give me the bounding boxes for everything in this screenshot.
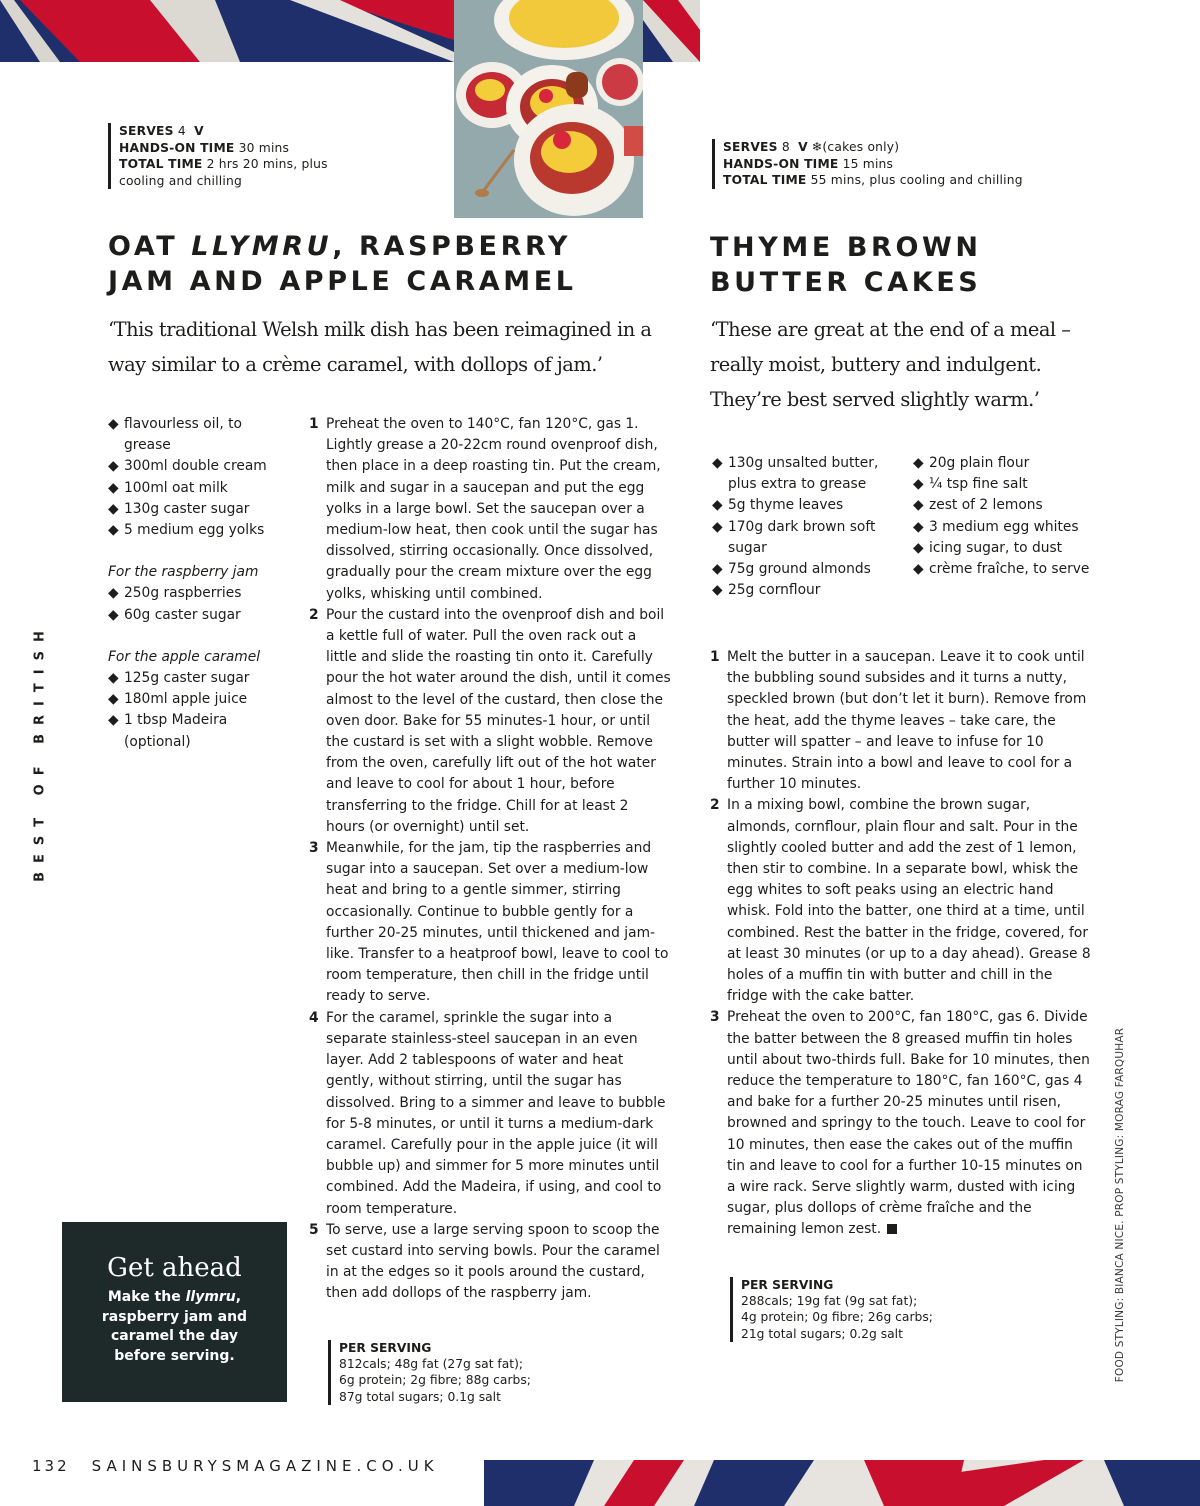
hands-on-label: HANDS-ON TIME [723,156,839,171]
flag-photo-bottom [484,1460,1200,1506]
get-ahead-title: Get ahead [107,1253,242,1283]
hands-on-value: 30 mins [238,140,290,155]
jam-subheading: For the raspberry jam [108,564,259,581]
left-recipe-quote: ‘This traditional Welsh milk dish has been reimagined in a way similar to a crème caramel, with dollops of jam.’ [108,318,652,376]
left-method-list [309,414,671,1305]
ingredient-item: ◆ 20g plain flour [913,455,1030,471]
hands-on-value: 15 mins [842,156,894,171]
right-per-serving: PER SERVING 288cals; 19g fat (9g sat fat); 4g protein; 0g fibre; 26g carbs; 21g total sugars; 0.2g salt [730,1277,991,1342]
total-time-value: 2 hrs 20 mins, plus cooling and chilling [119,157,328,188]
ingredient-item: ◆ 130g unsalted butter, plus extra to grease [712,455,879,493]
total-time-label: TOTAL TIME [723,173,807,188]
hands-on-label: HANDS-ON TIME [119,140,235,155]
ingredient-item: ◆ 300ml double cream [108,458,267,475]
serves-value: 8 [781,140,790,154]
page-number: 132 [32,1457,70,1475]
ingredient-item: ◆ 75g ground almonds [712,561,871,578]
left-recipe-meta [108,123,359,189]
snowflake-icon: ❄ [811,140,823,154]
ingredient-item: ◆ 180ml apple juice [108,691,248,708]
get-ahead-box [62,1222,287,1402]
right-method-list [710,647,1092,1241]
ingredient-item: ◆ 100ml oat milk [108,479,228,496]
method-step: 2 In a mixing bowl, combine the brown sugar, almonds, cornflour, plain flour and salt. Pour in the slightly cooled butter and add the zest of 1 lemon, then stir to combine. In a separate bowl, whisk the egg whites to soft peaks using an electric hand whisk. Fold into the batter, one third at a time, until combined. Rest the batter in the fridge, covered, for at least 30 minutes (or up to a day ahead). Grease 8 holes of a muffin tin with butter and chill in the fridge with the cake batter. [710,797,1091,1005]
flag-photo-top-right [643,0,700,62]
ingredient-item: ◆ 60g caster sugar [108,606,241,623]
left-recipe-title: OAT LLYMRU, RASPBERRY JAM AND APPLE CARAMEL [108,231,577,297]
right-recipe-quote: ‘These are great at the end of a meal – really moist, buttery and indulgent. They’re best served slightly warm.’ [710,318,1071,411]
right-ingredients-column-2 [913,453,1103,580]
flag-photo-top-left [0,0,454,62]
total-time-label: TOTAL TIME [119,157,203,172]
end-mark-icon [887,1224,897,1234]
method-step: 3 Preheat the oven to 200°C, fan 180°C, gas 6. Divide the batter between the 8 greased muffin tin holes until about two-thirds full. Bake for 10 minutes, then reduce the temperature to 180°C, fan 160°C, gas 4 and bake for a further 20-25 minutes until risen, browned and springy to the touch. Leave to cool for 10 minutes, then ease the cakes out of the muffin tin and leave to cool for a further 10-15 minutes on a wire rack. Serve slightly warm, dusted with icing sugar, plus dollops of crème fraîche and the remaining lemon zest. [710,1009,1090,1238]
ingredient-item: ◆ crème fraîche, to serve [913,561,1090,578]
styling-credits: FOOD STYLING: BIANCA NICE. PROP STYLING: MORAG FARQUHAR [1114,1027,1126,1383]
ingredient-item: ◆ 25g cornflour [712,582,821,599]
method-step: 2 Pour the custard into the ovenproof dish and boil a kettle full of water. Pull the oven rack out a little and slide the roasting tin onto it. Carefully pour the hot water around the dish, until it comes almost to the level of the custard, then close the oven door. Bake for 55 minutes-1 hour, or until the custard is set with a slight wobble. Remove from the oven, carefully lift out of the hot water and leave to cool for about 1 hour, before transferring to the fridge. Chill for at least 2 hours (or overnight) until set. [309,606,671,835]
ingredient-item: ◆ 5g thyme leaves [712,497,844,514]
method-step: 3 Meanwhile, for the jam, tip the raspberries and sugar into a saucepan. Set over a medium-low heat and bring to a gentle simmer, stirring occasionally. Continue to bubble gently for a further 20-25 minutes, until thickened and jam-like. Transfer to a heatproof bowl, leave to cool to room temperature, then chill in the fridge until ready to serve. [309,840,669,1005]
ingredient-item: ◆ ¼ tsp fine salt [913,476,1028,493]
total-time-value: 55 mins, plus cooling and chilling [810,173,1023,188]
serves-label: SERVES [723,140,778,154]
left-per-serving: PER SERVING 812cals; 48g fat (27g sat fat); 6g protein; 2g fibre; 88g carbs; 87g total sugars; 0.1g salt [328,1340,579,1405]
serves-value: 4 [177,124,186,138]
section-label: BEST OF BRITISH [32,622,48,882]
website-link[interactable]: SAINSBURYSMAGAZINE.CO.UK [91,1457,439,1475]
ingredient-item: ◆ 130g caster sugar [108,500,250,517]
right-ingredients-column-1 [712,453,902,601]
left-ingredients-list [108,414,293,753]
method-step: 1 Melt the butter in a saucepan. Leave it to cook until the bubbling sound subsides and it turns a nutty, speckled brown (but don’t let it burn). Remove from the heat, add the thyme leaves – take care, the butter will spatter – and leave to infuse for 10 minutes. Strain into a bowl and leave to cool for a further 10 minutes. [710,649,1087,793]
right-recipe-title: THYME BROWN BUTTER CAKES [710,232,982,298]
ingredient-item: ◆ 170g dark brown soft sugar [712,518,876,556]
method-step: 4 For the caramel, sprinkle the sugar into a separate stainless-steel saucepan in an even layer. Add 2 tablespoons of water and heat gently, without stirring, until the sugar has dissolved. Bring to a simmer and leave to bubble for 5-8 minutes, or until it turns a medium-dark caramel. Carefully pour in the apple juice (it will bubble up) and simmer for 5 more minutes until combined. Add the Madeira, if using, and cool to room temperature. [309,1009,666,1217]
page-footer [32,1457,439,1475]
get-ahead-text: Make the llymru, raspberry jam and caramel the day before serving. [101,1289,248,1364]
vegetarian-mark: V [798,140,808,154]
method-step: 1 Preheat the oven to 140°C, fan 120°C, gas 1. Lightly grease a 20-22cm round ovenproof dish, then place in a deep roasting tin. Put the cream, milk and sugar in a saucepan and put the egg yolks in a large bowl. Set the saucepan over a medium-low heat, then cook until the sugar has dissolved, stirring occasionally. Once dissolved, gradually pour the cream mixture over the egg yolks, whisking until combined. [309,416,661,602]
ingredient-item: ◆ 125g caster sugar [108,670,250,687]
ingredient-item: ◆ 5 medium egg yolks [108,522,265,539]
method-step: 5 To serve, use a large serving spoon to scoop the set custard into serving bowls. Pour the caramel in at the edges so it pools around the custard, then add dollops of the raspberry jam. [309,1221,660,1302]
right-recipe-meta [712,139,1063,189]
ingredient-item: ◆ 250g raspberries [108,585,242,602]
ingredient-item: ◆ 3 medium egg whites [913,518,1079,535]
vegetarian-mark: V [194,124,204,138]
ingredient-item: ◆ 1 tbsp Madeira (optional) [108,712,228,750]
ingredient-item: ◆ flavourless oil, to grease [108,416,242,454]
ingredient-item: ◆ icing sugar, to dust [913,539,1063,556]
caramel-subheading: For the apple caramel [108,648,261,665]
freeze-note: (cakes only) [822,140,900,154]
serves-label: SERVES [119,124,174,138]
ingredient-item: ◆ zest of 2 lemons [913,497,1043,514]
dessert-photo [454,0,643,218]
